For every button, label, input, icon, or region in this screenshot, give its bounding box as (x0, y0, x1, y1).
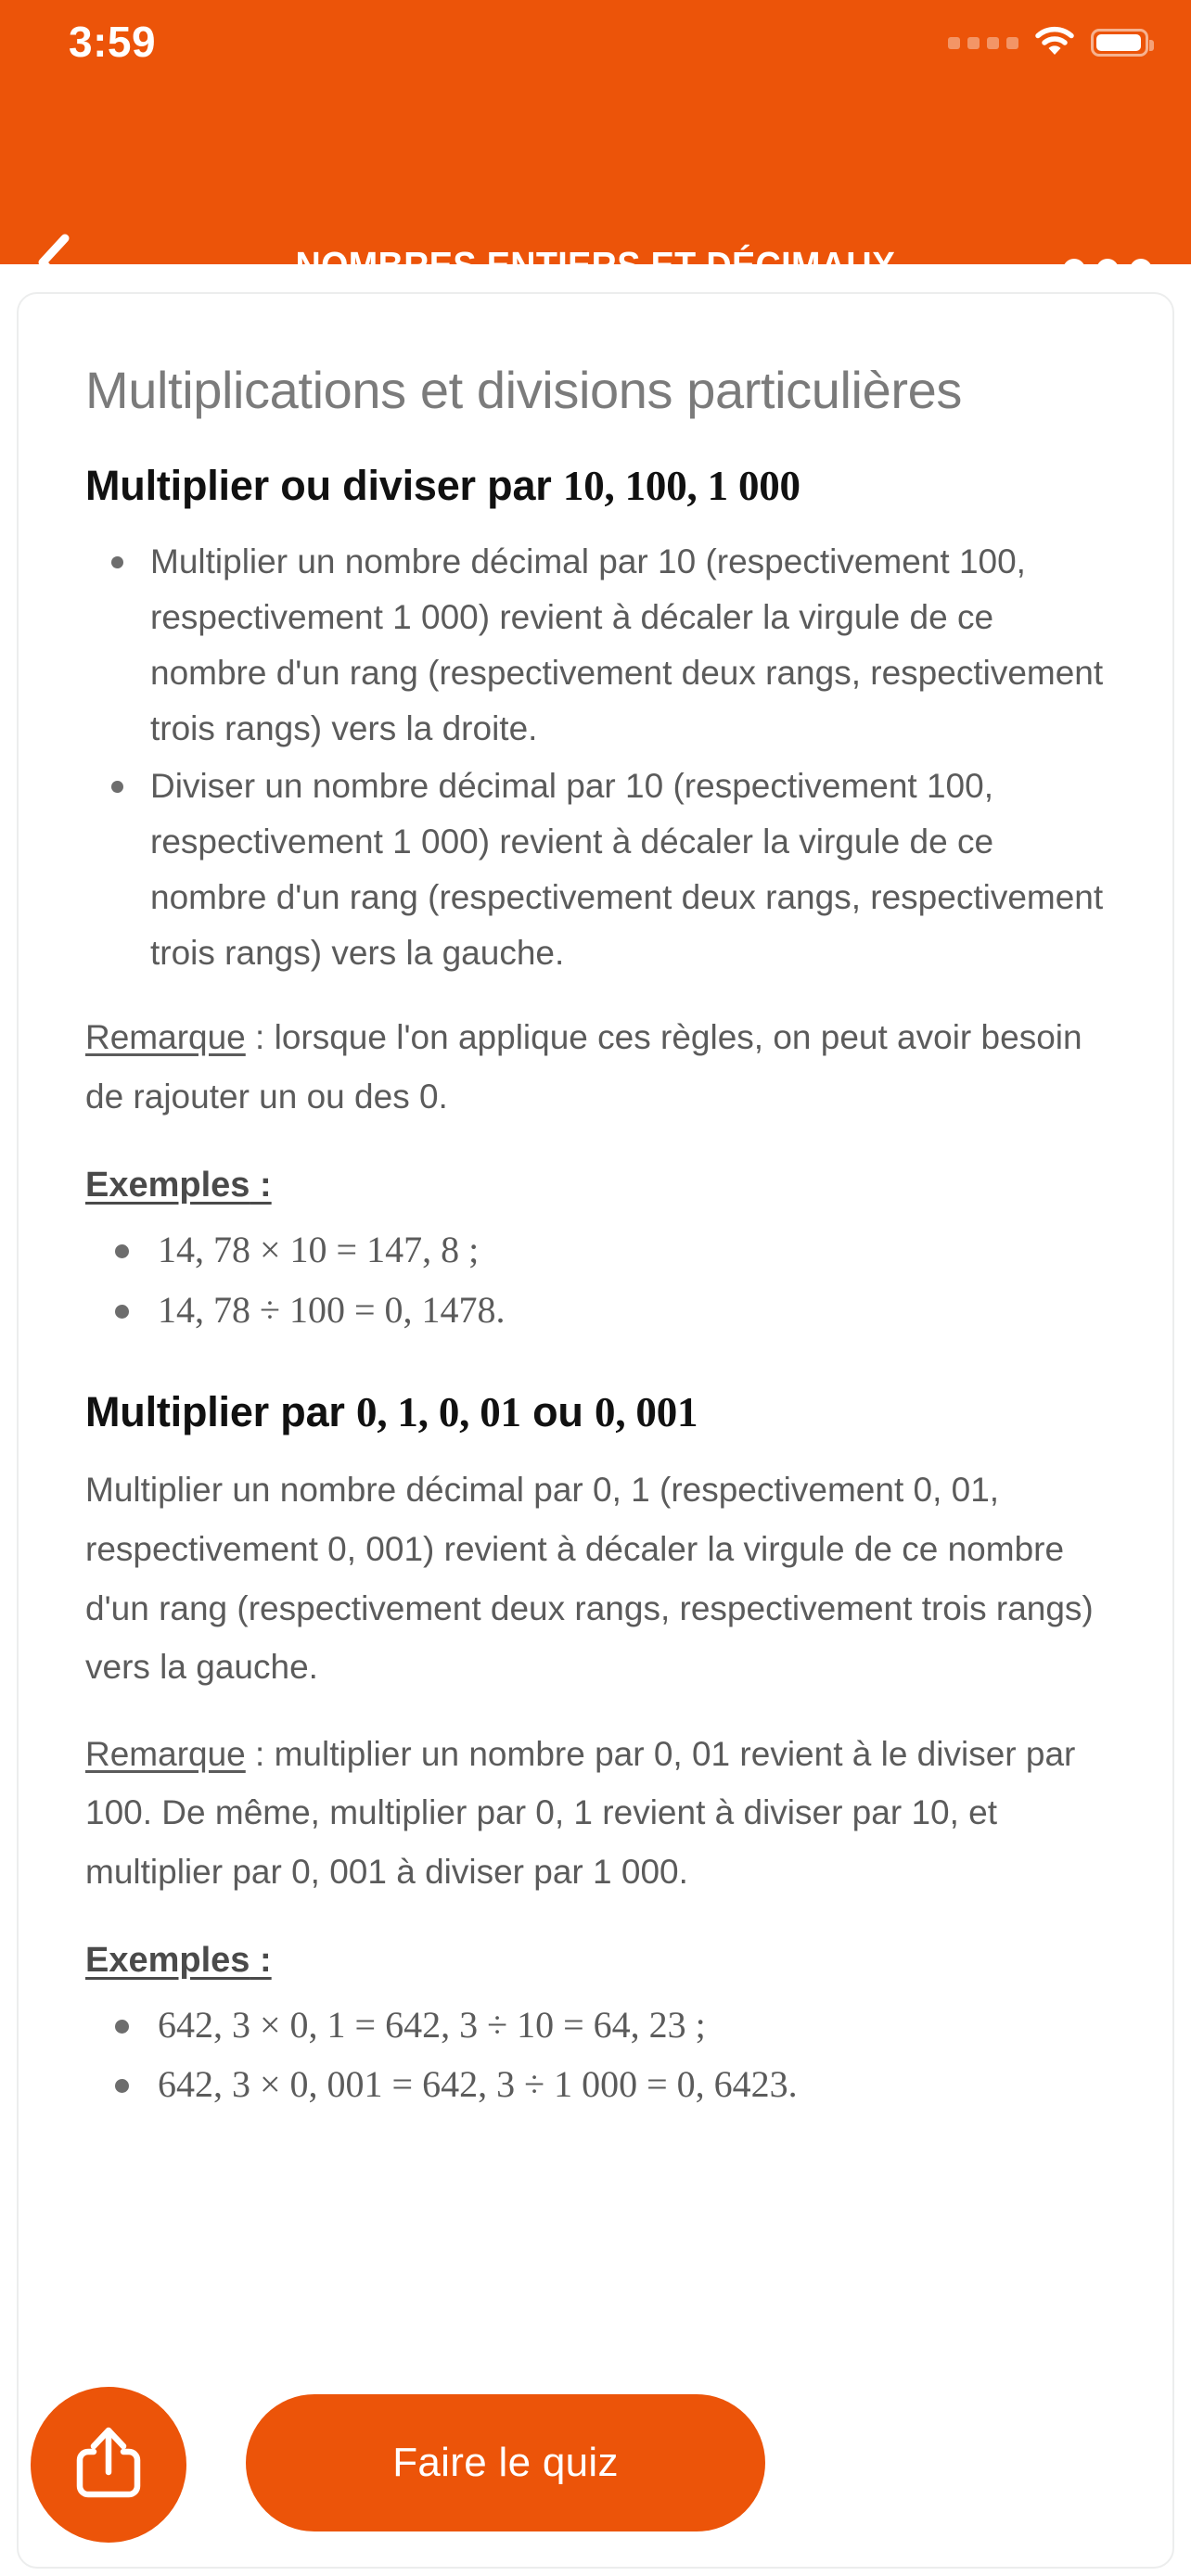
section-heading-2 (85, 1388, 1109, 1436)
navigation-bar (0, 79, 1191, 287)
list-item: Diviser un nombre décimal par 10 (respectivement 100, respectivement 1 000) revient à décaler la virgule de ce nombre d'un rang (respectivement deux rangs, respectivement trois rangs) vers la gauche. (85, 759, 1109, 981)
take-quiz-button[interactable] (246, 2394, 765, 2531)
page-header-title: NOMBRES ENTIERS ET DÉCIMAUX (295, 244, 896, 287)
take-quiz-button-label: Faire le quiz (392, 2440, 619, 2485)
section-heading-1-text: Multiplier ou diviser par (85, 461, 563, 509)
lesson-card (17, 292, 1174, 2569)
examples-heading-2-colon: : (250, 1940, 272, 1980)
examples-list-1 (85, 1220, 1109, 1341)
section-heading-2-math: 0, 1, 0, 01 (356, 1389, 521, 1436)
remark-1-label: Remarque (85, 1018, 246, 1057)
share-button[interactable] (31, 2387, 186, 2543)
status-bar (0, 0, 1191, 79)
examples-heading-1-label: Exemples (85, 1165, 250, 1205)
section-heading-2-text: Multiplier par (85, 1388, 357, 1436)
more-horizontal-icon (1063, 259, 1085, 281)
section-heading-1 (85, 462, 1109, 510)
section-2-paragraph: Multiplier un nombre décimal par 0, 1 (respectivement 0, 01, respectivement 0, 001) revient à décaler la virgule de ce nombre d'un rang (respectivement deux rangs, respectivement trois rangs) vers la gauche. (85, 1471, 1094, 1687)
cellular-signal-icon (948, 37, 1018, 49)
list-item: 14, 78 ÷ 100 = 0, 1478. (85, 1281, 1109, 1341)
remark-1-text: : lorsque l'on applique ces règles, on peut avoir besoin de rajouter un ou des 0. (85, 1018, 1082, 1116)
remark-2 (85, 1725, 1109, 1902)
remark-2-label: Remarque (85, 1734, 246, 1773)
status-bar-time: 3:59 (69, 18, 157, 66)
section-heading-2-math2: 0, 001 (595, 1389, 698, 1436)
examples-list-2 (85, 1996, 1109, 2116)
remark-1 (85, 1008, 1109, 1126)
list-item: 14, 78 × 10 = 147, 8 ; (85, 1220, 1109, 1281)
status-bar-indicators (948, 22, 1148, 63)
examples-heading-2 (85, 1941, 272, 1981)
rules-list-1 (85, 534, 1109, 981)
list-item: Multiplier un nombre décimal par 10 (respectivement 100, respectivement 1 000) revient à décaler la virgule de ce nombre d'un rang (respectivement deux rangs, respectivement trois rangs) vers la droite. (85, 534, 1109, 757)
share-icon (73, 2424, 144, 2506)
list-item: 642, 3 × 0, 1 = 642, 3 ÷ 10 = 64, 23 ; (85, 1996, 1109, 2056)
wifi-icon (1035, 26, 1074, 60)
examples-heading-1 (85, 1166, 272, 1205)
list-item: 642, 3 × 0, 001 = 642, 3 ÷ 1 000 = 0, 6423. (85, 2055, 1109, 2115)
page-title: Multiplications et divisions particulières (85, 361, 962, 419)
examples-heading-2-label: Exemples (85, 1940, 250, 1980)
section-heading-2-mid: ou (520, 1388, 596, 1436)
examples-heading-1-colon: : (250, 1165, 272, 1205)
section-heading-1-math: 10, 100, 1 000 (562, 462, 800, 509)
battery-icon (1091, 29, 1148, 57)
more-options-button[interactable] (1059, 251, 1156, 288)
remark-2-text: : multiplier un nombre par 0, 01 revient à le diviser par 100. De même, multiplier par 0, 1 revient à diviser par 10, et multiplier par 0, 001 à diviser par 1 000. (85, 1734, 1076, 1892)
